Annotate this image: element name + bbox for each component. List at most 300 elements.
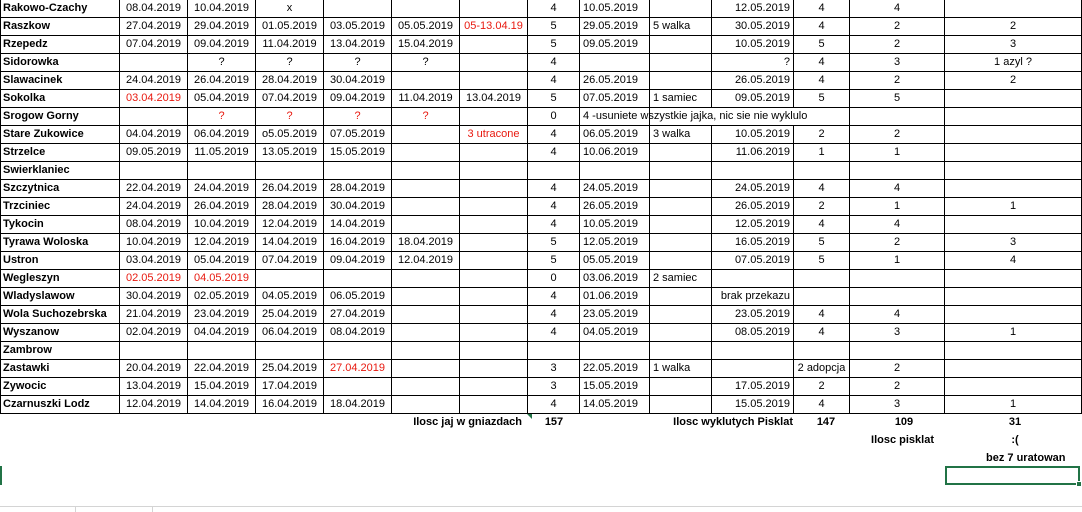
hatched-total-value[interactable]: 147 <box>816 416 836 428</box>
table-cell[interactable]: 05.04.2019 <box>188 90 256 108</box>
table-cell[interactable] <box>850 270 945 288</box>
table-cell[interactable]: 4 <box>528 54 580 72</box>
table-cell[interactable] <box>794 270 850 288</box>
table-cell[interactable]: 07.05.2019 <box>712 252 794 270</box>
nest-name-cell[interactable]: Trzciniec <box>0 198 120 216</box>
table-cell[interactable] <box>580 342 650 360</box>
table-cell[interactable] <box>945 180 1082 198</box>
table-cell[interactable] <box>945 108 1082 126</box>
table-cell[interactable]: 4 <box>850 180 945 198</box>
table-cell[interactable]: 4 <box>794 306 850 324</box>
table-cell[interactable] <box>712 360 794 378</box>
table-cell[interactable]: 30.04.2019 <box>324 72 392 90</box>
table-cell[interactable]: 3 <box>945 36 1082 54</box>
table-cell[interactable]: 2 <box>850 36 945 54</box>
table-cell[interactable]: 24.04.2019 <box>188 180 256 198</box>
table-cell[interactable] <box>392 378 460 396</box>
table-cell[interactable]: 12.05.2019 <box>712 216 794 234</box>
table-cell[interactable]: 28.04.2019 <box>256 198 324 216</box>
table-cell[interactable]: 15.05.2019 <box>580 378 650 396</box>
table-cell[interactable]: 4 <box>794 180 850 198</box>
table-cell[interactable] <box>794 342 850 360</box>
table-cell[interactable] <box>460 342 528 360</box>
table-cell[interactable]: 4 <box>794 54 850 72</box>
table-cell[interactable] <box>120 342 188 360</box>
table-cell[interactable]: 14.04.2019 <box>188 396 256 414</box>
note-cell[interactable]: bez 7 uratowan <box>986 452 1066 464</box>
table-cell[interactable]: 1 <box>794 144 850 162</box>
table-cell[interactable]: 14.05.2019 <box>580 396 650 414</box>
table-cell[interactable]: 18.04.2019 <box>392 234 460 252</box>
table-cell[interactable]: 2 <box>850 72 945 90</box>
table-cell[interactable] <box>460 252 528 270</box>
table-cell[interactable]: 16.04.2019 <box>256 396 324 414</box>
table-cell[interactable]: 26.04.2019 <box>256 180 324 198</box>
table-cell[interactable]: 04.05.2019 <box>580 324 650 342</box>
table-cell[interactable] <box>650 396 712 414</box>
table-cell[interactable]: 07.04.2019 <box>120 36 188 54</box>
table-cell[interactable]: o5.05.2019 <box>256 126 324 144</box>
table-cell[interactable]: 28.04.2019 <box>256 72 324 90</box>
table-cell[interactable]: 30.04.2019 <box>120 288 188 306</box>
table-cell[interactable]: 06.04.2019 <box>188 126 256 144</box>
table-cell[interactable] <box>650 72 712 90</box>
table-cell[interactable]: 15.05.2019 <box>712 396 794 414</box>
table-cell[interactable] <box>460 396 528 414</box>
table-cell[interactable]: brak przekazu <box>712 288 794 306</box>
table-cell[interactable]: 5 <box>794 36 850 54</box>
table-cell[interactable]: ? <box>188 54 256 72</box>
nest-name-cell[interactable]: Raszkow <box>0 18 120 36</box>
table-cell[interactable]: 3 <box>850 324 945 342</box>
table-cell[interactable]: 07.04.2019 <box>256 90 324 108</box>
nest-name-cell[interactable]: Wyszanow <box>0 324 120 342</box>
table-cell[interactable] <box>460 324 528 342</box>
table-cell[interactable] <box>460 108 528 126</box>
table-cell[interactable] <box>650 180 712 198</box>
table-cell[interactable]: 03.06.2019 <box>580 270 650 288</box>
table-cell[interactable]: 07.05.2019 <box>580 90 650 108</box>
table-cell[interactable]: 4 <box>528 0 580 18</box>
table-cell[interactable] <box>460 144 528 162</box>
nest-name-cell[interactable]: Strzelce <box>0 144 120 162</box>
table-cell[interactable] <box>392 126 460 144</box>
table-cell[interactable]: 3 utracone <box>460 126 528 144</box>
table-cell[interactable]: 12.04.2019 <box>256 216 324 234</box>
table-cell[interactable] <box>460 270 528 288</box>
table-cell[interactable]: 1 samiec <box>650 90 712 108</box>
table-cell[interactable] <box>392 342 460 360</box>
table-cell[interactable] <box>392 306 460 324</box>
table-cell[interactable] <box>945 378 1082 396</box>
col-m-total-value[interactable]: 31 <box>1008 416 1022 428</box>
table-cell[interactable]: 03.05.2019 <box>324 18 392 36</box>
table-cell[interactable]: 05.05.2019 <box>392 18 460 36</box>
table-cell[interactable]: 24.05.2019 <box>712 180 794 198</box>
table-cell[interactable]: 08.05.2019 <box>712 324 794 342</box>
table-cell[interactable]: 04.04.2019 <box>120 126 188 144</box>
table-cell[interactable] <box>392 72 460 90</box>
table-cell[interactable] <box>460 72 528 90</box>
nest-name-cell[interactable]: Wola Suchozebrska <box>0 306 120 324</box>
table-cell[interactable]: x <box>256 0 324 18</box>
table-cell[interactable]: 30.04.2019 <box>324 198 392 216</box>
table-cell[interactable]: 4 <box>528 288 580 306</box>
nest-name-cell[interactable]: Sidorowka <box>0 54 120 72</box>
table-cell[interactable] <box>392 288 460 306</box>
table-cell[interactable]: 09.04.2019 <box>324 252 392 270</box>
table-cell[interactable]: 2 <box>794 126 850 144</box>
table-cell[interactable]: 2 samiec <box>650 270 712 288</box>
table-cell[interactable] <box>460 360 528 378</box>
table-cell[interactable] <box>945 126 1082 144</box>
table-cell[interactable]: 10.04.2019 <box>188 0 256 18</box>
table-cell[interactable] <box>460 180 528 198</box>
table-cell[interactable] <box>256 342 324 360</box>
table-cell[interactable]: ? <box>324 54 392 72</box>
nest-name-cell[interactable]: Slawacinek <box>0 72 120 90</box>
table-cell[interactable]: 03.04.2019 <box>120 252 188 270</box>
table-cell[interactable]: 08.04.2019 <box>120 216 188 234</box>
table-cell[interactable]: 5 <box>794 90 850 108</box>
table-cell[interactable]: 2 <box>850 234 945 252</box>
table-cell[interactable]: 5 <box>794 252 850 270</box>
table-cell[interactable]: 29.04.2019 <box>188 18 256 36</box>
table-cell[interactable]: 24.05.2019 <box>580 180 650 198</box>
nest-name-cell[interactable]: Wegleszyn <box>0 270 120 288</box>
table-cell[interactable] <box>392 144 460 162</box>
table-cell[interactable]: 15.04.2019 <box>188 378 256 396</box>
eggs-total-label[interactable]: Ilosc jaj w gniazdach <box>413 416 522 428</box>
table-cell[interactable]: 04.05.2019 <box>256 288 324 306</box>
table-cell[interactable] <box>460 378 528 396</box>
table-cell[interactable] <box>945 162 1082 180</box>
table-cell[interactable] <box>392 198 460 216</box>
table-cell[interactable] <box>712 270 794 288</box>
table-cell[interactable]: 27.04.2019 <box>120 18 188 36</box>
table-cell[interactable] <box>460 198 528 216</box>
nest-name-cell[interactable]: Rakowo-Czachy <box>0 0 120 18</box>
table-cell[interactable]: 09.05.2019 <box>580 36 650 54</box>
table-cell[interactable]: 07.05.2019 <box>324 126 392 144</box>
table-cell[interactable]: 17.05.2019 <box>712 378 794 396</box>
table-cell[interactable]: 12.04.2019 <box>120 396 188 414</box>
table-cell[interactable] <box>945 216 1082 234</box>
nest-name-cell[interactable]: Srogow Gorny <box>0 108 120 126</box>
hatched-total-label[interactable]: Ilosc wyklutych Pisklat <box>673 416 793 428</box>
table-cell[interactable] <box>650 162 712 180</box>
table-cell[interactable]: ? <box>712 54 794 72</box>
table-cell[interactable] <box>712 162 794 180</box>
chicks-label[interactable]: Ilosc pisklat <box>871 434 934 446</box>
table-cell[interactable] <box>460 234 528 252</box>
table-cell[interactable]: 14.04.2019 <box>324 216 392 234</box>
table-cell[interactable]: 30.05.2019 <box>712 18 794 36</box>
table-cell[interactable]: 1 <box>945 198 1082 216</box>
table-cell[interactable]: 4 -usuniete wszystkie jajka, nic sie nie wyklulo <box>580 108 650 126</box>
table-cell[interactable] <box>650 306 712 324</box>
table-cell[interactable]: 02.05.2019 <box>120 270 188 288</box>
table-cell[interactable]: ? <box>256 54 324 72</box>
table-cell[interactable]: 09.04.2019 <box>324 90 392 108</box>
table-cell[interactable] <box>580 162 650 180</box>
nest-name-cell[interactable]: Zastawki <box>0 360 120 378</box>
table-cell[interactable] <box>650 378 712 396</box>
table-cell[interactable]: 1 <box>850 252 945 270</box>
nest-name-cell[interactable]: Swierklaniec <box>0 162 120 180</box>
table-cell[interactable]: 4 <box>528 198 580 216</box>
table-cell[interactable]: 4 <box>528 306 580 324</box>
table-cell[interactable] <box>650 36 712 54</box>
table-cell[interactable]: 12.04.2019 <box>188 234 256 252</box>
table-cell[interactable]: 4 <box>528 396 580 414</box>
table-cell[interactable]: 06.05.2019 <box>324 288 392 306</box>
table-cell[interactable] <box>392 270 460 288</box>
table-cell[interactable] <box>120 54 188 72</box>
table-cell[interactable]: 4 <box>945 252 1082 270</box>
table-cell[interactable]: 26.04.2019 <box>188 198 256 216</box>
table-cell[interactable] <box>650 288 712 306</box>
table-cell[interactable]: 08.04.2019 <box>120 0 188 18</box>
nest-name-cell[interactable]: Czarnuszki Lodz <box>0 396 120 414</box>
table-cell[interactable] <box>850 288 945 306</box>
table-cell[interactable]: 29.05.2019 <box>580 18 650 36</box>
table-cell[interactable]: 13.04.2019 <box>120 378 188 396</box>
table-cell[interactable] <box>650 324 712 342</box>
fill-handle[interactable] <box>1076 481 1082 487</box>
table-cell[interactable]: ? <box>188 108 256 126</box>
table-cell[interactable]: 2 <box>794 198 850 216</box>
nest-name-cell[interactable]: Ustron <box>0 252 120 270</box>
table-cell[interactable] <box>850 108 945 126</box>
table-cell[interactable]: 01.05.2019 <box>256 18 324 36</box>
table-cell[interactable]: 5 <box>528 234 580 252</box>
table-cell[interactable] <box>945 360 1082 378</box>
table-cell[interactable]: 4 <box>794 72 850 90</box>
table-cell[interactable]: 26.05.2019 <box>580 72 650 90</box>
table-cell[interactable]: 1 <box>945 324 1082 342</box>
table-cell[interactable] <box>392 324 460 342</box>
table-cell[interactable]: 1 <box>945 396 1082 414</box>
table-cell[interactable] <box>945 342 1082 360</box>
table-cell[interactable]: 10.05.2019 <box>712 36 794 54</box>
table-cell[interactable] <box>850 162 945 180</box>
table-cell[interactable]: 14.04.2019 <box>256 234 324 252</box>
table-cell[interactable]: 06.04.2019 <box>256 324 324 342</box>
table-cell[interactable] <box>392 180 460 198</box>
table-cell[interactable]: 16.04.2019 <box>324 234 392 252</box>
table-cell[interactable] <box>528 162 580 180</box>
table-cell[interactable] <box>188 162 256 180</box>
chicks-value[interactable]: :( <box>1011 434 1019 446</box>
table-cell[interactable]: 07.04.2019 <box>256 252 324 270</box>
table-cell[interactable]: 5 <box>528 90 580 108</box>
table-cell[interactable]: 13.04.2019 <box>460 90 528 108</box>
table-cell[interactable]: 05-13.04.19 <box>460 18 528 36</box>
table-cell[interactable]: 23.05.2019 <box>712 306 794 324</box>
table-cell[interactable] <box>794 288 850 306</box>
table-cell[interactable]: 11.06.2019 <box>712 144 794 162</box>
table-cell[interactable]: 2 <box>850 360 945 378</box>
table-cell[interactable]: 3 walka <box>650 126 712 144</box>
table-cell[interactable]: 4 <box>794 396 850 414</box>
nest-name-cell[interactable]: Zambrow <box>0 342 120 360</box>
nest-name-cell[interactable]: Wladyslawow <box>0 288 120 306</box>
table-cell[interactable] <box>945 270 1082 288</box>
nest-name-cell[interactable]: Tyrawa Woloska <box>0 234 120 252</box>
table-cell[interactable] <box>460 288 528 306</box>
table-cell[interactable]: 0 <box>528 270 580 288</box>
nest-name-cell[interactable]: Tykocin <box>0 216 120 234</box>
table-cell[interactable]: 22.04.2019 <box>120 180 188 198</box>
table-cell[interactable]: 09.05.2019 <box>120 144 188 162</box>
table-cell[interactable] <box>650 198 712 216</box>
table-cell[interactable] <box>945 144 1082 162</box>
table-cell[interactable]: 23.04.2019 <box>188 306 256 324</box>
table-cell[interactable]: 26.05.2019 <box>712 198 794 216</box>
table-cell[interactable]: 10.05.2019 <box>580 216 650 234</box>
nest-name-cell[interactable]: Stare Zukowice <box>0 126 120 144</box>
table-cell[interactable]: 27.04.2019 <box>324 360 392 378</box>
table-cell[interactable]: 2 <box>945 72 1082 90</box>
table-cell[interactable] <box>256 162 324 180</box>
table-cell[interactable]: ? <box>392 54 460 72</box>
table-cell[interactable]: 12.05.2019 <box>712 0 794 18</box>
table-cell[interactable]: 1 walka <box>650 360 712 378</box>
table-cell[interactable]: 21.04.2019 <box>120 306 188 324</box>
table-cell[interactable]: 06.05.2019 <box>580 126 650 144</box>
table-cell[interactable]: 4 <box>850 216 945 234</box>
table-cell[interactable]: 02.05.2019 <box>188 288 256 306</box>
table-cell[interactable]: 15.04.2019 <box>392 36 460 54</box>
table-cell[interactable]: 26.04.2019 <box>188 72 256 90</box>
table-cell[interactable] <box>794 162 850 180</box>
table-cell[interactable]: 2 <box>794 378 850 396</box>
table-cell[interactable]: 2 <box>850 378 945 396</box>
table-cell[interactable]: 4 <box>794 324 850 342</box>
table-cell[interactable]: 4 <box>528 216 580 234</box>
table-cell[interactable]: 3 <box>850 54 945 72</box>
table-cell[interactable]: 4 <box>794 0 850 18</box>
table-cell[interactable]: 04.05.2019 <box>188 270 256 288</box>
table-cell[interactable] <box>324 342 392 360</box>
table-cell[interactable] <box>256 270 324 288</box>
table-cell[interactable]: 09.05.2019 <box>712 90 794 108</box>
table-cell[interactable] <box>650 216 712 234</box>
nest-name-cell[interactable]: Sokolka <box>0 90 120 108</box>
table-cell[interactable]: 15.05.2019 <box>324 144 392 162</box>
table-cell[interactable]: 1 <box>850 198 945 216</box>
table-cell[interactable] <box>324 378 392 396</box>
table-cell[interactable]: 5 <box>794 234 850 252</box>
table-cell[interactable]: 4 <box>850 0 945 18</box>
table-cell[interactable] <box>120 108 188 126</box>
table-cell[interactable] <box>650 144 712 162</box>
table-cell[interactable]: ? <box>256 108 324 126</box>
table-cell[interactable]: 13.05.2019 <box>256 144 324 162</box>
table-cell[interactable]: 3 <box>945 234 1082 252</box>
table-cell[interactable] <box>650 342 712 360</box>
table-cell[interactable]: 22.05.2019 <box>580 360 650 378</box>
table-cell[interactable]: 24.04.2019 <box>120 72 188 90</box>
table-cell[interactable]: 2 adopcja <box>794 360 850 378</box>
table-cell[interactable] <box>650 0 712 18</box>
table-cell[interactable] <box>392 216 460 234</box>
nest-name-cell[interactable]: Zywocic <box>0 378 120 396</box>
table-cell[interactable] <box>392 396 460 414</box>
table-cell[interactable]: 05.05.2019 <box>580 252 650 270</box>
table-cell[interactable]: 24.04.2019 <box>120 198 188 216</box>
table-cell[interactable] <box>324 162 392 180</box>
table-cell[interactable]: 25.04.2019 <box>256 360 324 378</box>
table-cell[interactable]: 10.04.2019 <box>188 216 256 234</box>
table-cell[interactable]: 4 <box>528 144 580 162</box>
table-cell[interactable]: 1 azyl ? <box>945 54 1082 72</box>
eggs-total-value[interactable]: 157 <box>544 416 564 428</box>
table-cell[interactable]: ? <box>324 108 392 126</box>
table-cell[interactable] <box>460 306 528 324</box>
table-cell[interactable]: 09.04.2019 <box>188 36 256 54</box>
table-cell[interactable]: 2 <box>850 126 945 144</box>
table-cell[interactable]: 26.05.2019 <box>580 198 650 216</box>
table-cell[interactable]: 10.04.2019 <box>120 234 188 252</box>
table-cell[interactable]: 11.05.2019 <box>188 144 256 162</box>
table-cell[interactable] <box>650 54 712 72</box>
table-cell[interactable]: 5 <box>528 36 580 54</box>
table-cell[interactable]: 02.04.2019 <box>120 324 188 342</box>
table-cell[interactable]: 08.04.2019 <box>324 324 392 342</box>
table-cell[interactable]: 28.04.2019 <box>324 180 392 198</box>
table-cell[interactable]: 2 <box>945 18 1082 36</box>
table-cell[interactable]: 5 walka <box>650 18 712 36</box>
table-cell[interactable]: 10.05.2019 <box>580 0 650 18</box>
table-cell[interactable] <box>460 0 528 18</box>
table-cell[interactable]: 04.04.2019 <box>188 324 256 342</box>
table-cell[interactable] <box>324 0 392 18</box>
nest-name-cell[interactable]: Rzepedz <box>0 36 120 54</box>
table-cell[interactable] <box>392 0 460 18</box>
table-cell[interactable]: 0 <box>528 108 580 126</box>
table-cell[interactable]: ? <box>392 108 460 126</box>
table-cell[interactable]: 12.05.2019 <box>580 234 650 252</box>
table-cell[interactable]: 05.04.2019 <box>188 252 256 270</box>
table-cell[interactable]: 5 <box>528 252 580 270</box>
table-cell[interactable] <box>650 252 712 270</box>
table-cell[interactable] <box>392 360 460 378</box>
table-cell[interactable] <box>324 270 392 288</box>
table-cell[interactable]: 22.04.2019 <box>188 360 256 378</box>
table-cell[interactable] <box>120 162 188 180</box>
table-cell[interactable]: 26.05.2019 <box>712 72 794 90</box>
table-cell[interactable]: 5 <box>850 90 945 108</box>
nest-name-cell[interactable]: Szczytnica <box>0 180 120 198</box>
table-cell[interactable]: 11.04.2019 <box>256 36 324 54</box>
table-cell[interactable]: 4 <box>794 216 850 234</box>
table-cell[interactable] <box>460 54 528 72</box>
table-cell[interactable]: 10.05.2019 <box>712 126 794 144</box>
table-cell[interactable]: 1 <box>850 144 945 162</box>
table-cell[interactable] <box>460 36 528 54</box>
table-cell[interactable] <box>650 234 712 252</box>
table-cell[interactable]: 17.04.2019 <box>256 378 324 396</box>
table-cell[interactable]: 01.06.2019 <box>580 288 650 306</box>
table-cell[interactable] <box>580 54 650 72</box>
table-cell[interactable]: 2 <box>850 18 945 36</box>
table-cell[interactable]: 3 <box>528 378 580 396</box>
table-cell[interactable] <box>460 162 528 180</box>
selected-cell[interactable] <box>945 466 1080 485</box>
table-cell[interactable]: 3 <box>850 396 945 414</box>
